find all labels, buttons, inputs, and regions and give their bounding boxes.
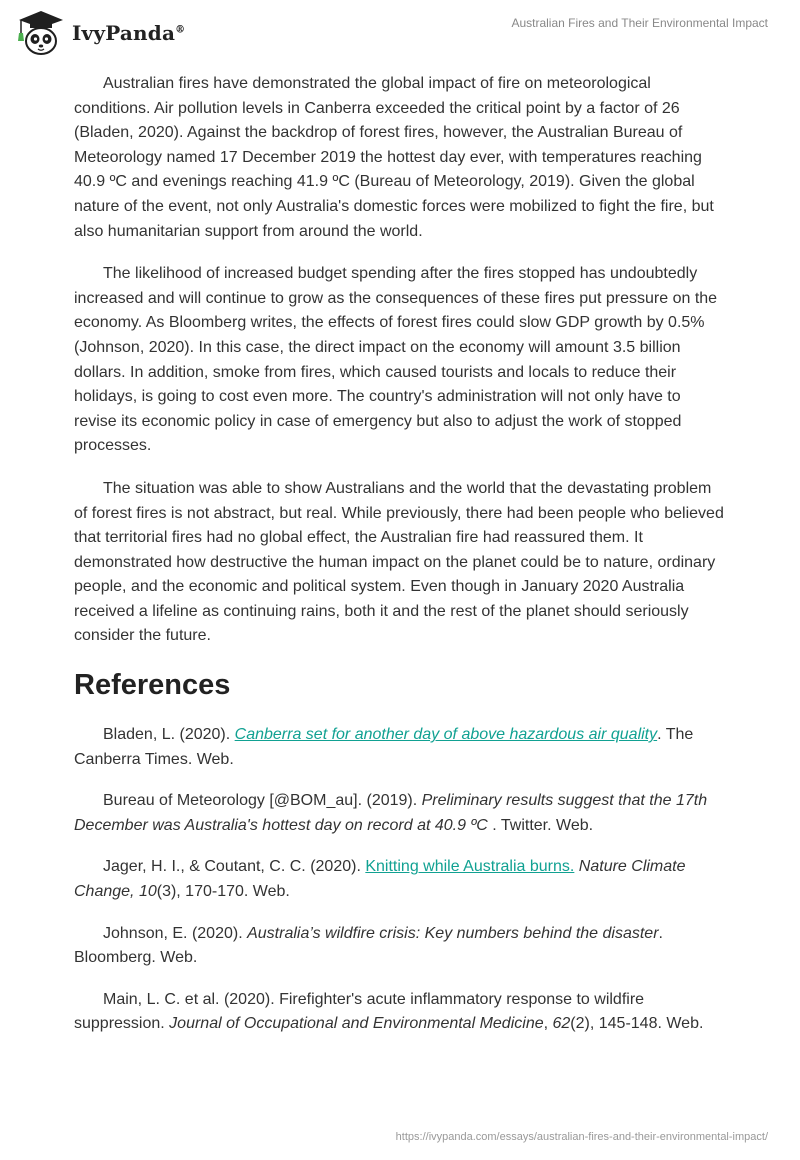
brand-name: IvyPanda® <box>72 21 186 45</box>
reference-link[interactable]: Knitting while Australia burns. <box>365 858 575 876</box>
paragraph-1: Australian fires have demonstrated the global impact of fire on meteorological conditions. Air pollution levels in Canberra exceeded the critical point by a factor of 26 (Bladen, 2020). Against the backdrop of forest fires, however, the Australian Bureau of Meteorology named 17 December 2019 the hottest day ever, with temperatures reaching 40.9 ºC and evenings reaching 41.9 ºC (Bureau of Meteorology, 2019). Given the global nature of the event, not only Australia's domestic forces were mobilized to fight the fire, but also humanitarian support from around the world. <box>74 75 714 240</box>
page-header <box>0 0 800 64</box>
reference-link[interactable]: Canberra set for another day of above hazardous air quality <box>234 726 658 744</box>
essay-body <box>74 72 726 1054</box>
paragraph-3: The situation was able to show Australians and the world that the devastating problem of forest fires is not abstract, but real. While previously, there had been people who believed that territorial fires had no global effect, the Australian fire had reassured them. It demonstrated how destructive the human impact on the planet could be to nature, ordinary people, and the economic and political system. Even though in January 2020 Australia received a lifeline as continuing rains, both it and the rest of the planet should seriously consider the future. <box>74 479 724 645</box>
document-title: Australian Fires and Their Environmental Impact <box>511 16 768 30</box>
references-heading: References <box>74 669 231 702</box>
reference-item: Bureau of Meteorology [@BOM_au]. (2019). Preliminary results suggest that the 17th December was Australia's hottest day on record at 40.9 ºC . Twitter. Web. <box>74 792 708 834</box>
reference-item: Johnson, E. (2020). Australia’s wildfire crisis: Key numbers behind the disaster. Bloomberg. Web. <box>74 924 663 967</box>
reference-item: Jager, H. I., & Coutant, C. C. (2020). Knitting while Australia burns. Nature Climate Change, 10(3), 170-170. Web. <box>74 858 686 901</box>
panda-graduate-icon <box>16 9 66 57</box>
source-url[interactable]: https://ivypanda.com/essays/australian-fires-and-their-environmental-impact/ <box>395 1131 768 1143</box>
reference-item: Main, L. C. et al. (2020). Firefighter's acute inflammatory response to wildfire suppression. Journal of Occupational and Environmental Medicine, 62(2), 145-148. Web. <box>74 990 704 1033</box>
reference-item: Bladen, L. (2020). Canberra set for another day of above hazardous air quality. The Canberra Times. Web. <box>74 726 694 768</box>
paragraph-2: The likelihood of increased budget spending after the fires stopped has undoubtedly increased and will continue to grow as the consequences of these fires put pressure on the economy. As Bloomberg writes, the effects of forest fires could slow GDP growth by 0.5% (Johnson, 2020). In this case, the direct impact on the economy will amount 3.5 billion dollars. In addition, smoke from fires, which caused tourists and locals to reduce their holidays, is going to cost even more. The country's administration will not only have to revise its economic policy in case of emergency but also to adjust the work of stopped processes. <box>74 265 718 455</box>
brand-logo[interactable] <box>16 9 185 57</box>
